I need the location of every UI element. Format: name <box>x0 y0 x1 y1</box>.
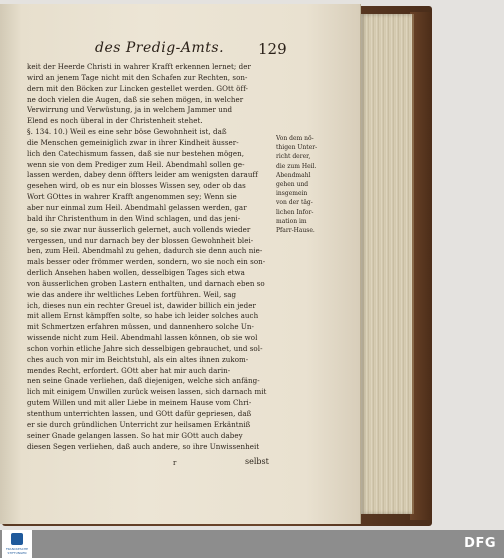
marginal-note-line: lichen Infor- <box>276 208 314 216</box>
page-edges <box>360 14 414 514</box>
text-line: §. 134. 10.) Weil es eine sehr böse Gewohnheit ist, daß <box>27 127 227 137</box>
text-line: wissende nicht zum Heil. Abendmahl lassen können, ob sie wol <box>27 333 258 343</box>
text-line: mals besser oder frömmer werden, sondern, wo sie noch ein son- <box>27 257 266 267</box>
text-line: wenn sie von dem Prediger zum Heil. Abendmahl sollen ge- <box>27 159 245 169</box>
text-line: derlich Ansehen haben wollen, desselbigen Tages sich etwa <box>27 268 245 278</box>
text-line: Wort GOttes in wahrer Krafft angenommen sey; Wenn sie <box>27 192 237 202</box>
text-line: wird an jenem Tage nicht mit den Schafen zur Rechten, son- <box>27 72 248 82</box>
text-line: er sie durch gründlichen Unterricht zur heilsamen Erkäntniß <box>27 419 251 429</box>
text-line: lich mit einigem Unwillen zurück weisen lassen, sich darnach mit <box>27 387 267 397</box>
text-line: ches auch von mir im Beichtstuhl, als ein altes ihnen zukom- <box>27 354 249 364</box>
text-line: gesehen wird, ob es nur ein blosses Wissen sey, oder ob das <box>27 181 246 191</box>
text-line: dern mit den Böcken zur Lincken gestellet werden. GOtt öff- <box>27 83 248 93</box>
text-line: wie das andere ihr weltliches Leben fortführen. Weil, sag <box>27 289 237 299</box>
text-line: aber nur einmal zum Heil. Abendmahl gelassen werden, gar <box>27 202 247 212</box>
funder-logo[interactable]: DFG <box>464 536 496 551</box>
marginal-note-line: Abendmahl <box>276 171 311 179</box>
text-line: gutem Willen und mit aller Liebe in meinem Hause vom Chri- <box>27 398 252 408</box>
page-number: 129 <box>258 40 287 58</box>
marginal-note-line: mation im <box>276 217 307 225</box>
text-line: ich, dieses nun ein rechter Greuel ist, dawider billich ein jeder <box>27 300 256 310</box>
marginal-note-line: Von dem nö- <box>276 135 314 142</box>
text-line: diesen Segen verliehen, daß auch andere, so ihre Unwissenheit <box>27 441 260 451</box>
text-line: schon vorhin etliche Jahre sich desselbigen gebrauchet, und sol- <box>27 343 263 353</box>
text-line: bald ihr Christenthum in den Wind schlagen, und das jeni- <box>27 213 241 223</box>
text-line: keit der Heerde Christi in wahrer Krafft erkennen lernet; der <box>27 62 251 71</box>
marginal-note-line: richt derer, <box>276 153 311 161</box>
text-line: lich den Catechismum fassen, daß sie nur bestehen mögen, <box>27 148 245 158</box>
marginal-note-line: gehen und <box>276 181 309 189</box>
marginal-note-line: insgemein <box>276 190 308 198</box>
institution-logo[interactable] <box>2 530 32 558</box>
text-line: ne doch vielen die Augen, daß sie sehen mögen, in welcher <box>27 94 244 104</box>
body-text <box>27 62 273 452</box>
text-line: ben, zum Heil. Abendmahl zu gehen, dadurch sie denn auch nie- <box>27 246 263 256</box>
marginal-note <box>276 134 336 235</box>
catchword: selbst <box>245 457 269 466</box>
text-line: lassen werden, dabey denn öffters leider am wenigsten darauff <box>27 170 258 180</box>
text-line: von äusserlichen groben Lastern enthalten, und darnach eben so <box>27 278 265 288</box>
text-line: mit Schmertzen erfahren müssen, und dannenhero solche Un- <box>27 322 254 332</box>
marginal-note-line: die zum Heil. <box>276 162 317 170</box>
viewer-footer <box>0 530 504 558</box>
logo-text: FRANCKESCHE STIFTUNGEN <box>5 547 29 555</box>
text-line: ge, so sie zwar nur äusserlich gelernet, auch vollends wieder <box>27 224 251 234</box>
text-line: stenthum unterrichten lassen, und GOtt dafür gepriesen, daß <box>27 409 252 418</box>
logo-emblem-icon <box>11 533 23 545</box>
text-line: mit allem Ernst kämpffen solte, so habe ich leider solches auch <box>27 311 259 321</box>
book-page <box>0 4 361 524</box>
text-line: nen seine Gnade verliehen, daß diejenigen, welche sich anfäng- <box>27 376 260 386</box>
text-line: vergessen, und nur darnach bey der blossen Gewohnheit blei- <box>27 235 254 245</box>
running-head: des Predig-Amts. <box>95 40 225 56</box>
marginal-note-line: thigen Unter- <box>276 144 318 152</box>
text-line: seiner Gnade gelangen lassen. So hat mir GOtt auch dabey <box>27 430 243 440</box>
text-line: mendes Recht, erfordert. GOtt aber hat mir auch darin- <box>27 365 231 375</box>
marginal-note-line: von der täg- <box>276 199 313 207</box>
text-line: Elend es noch überal in der Christenheit stehet. <box>27 116 203 126</box>
signature-mark: r <box>173 459 177 467</box>
marginal-note-line: Pfarr-Hause. <box>276 227 315 235</box>
text-line: die Menschen gemeiniglich zwar in ihrer Kindheit äusser- <box>27 137 239 147</box>
text-line: Verwirrung und Verwüstung, ja in welchem Jammer und <box>27 105 233 115</box>
